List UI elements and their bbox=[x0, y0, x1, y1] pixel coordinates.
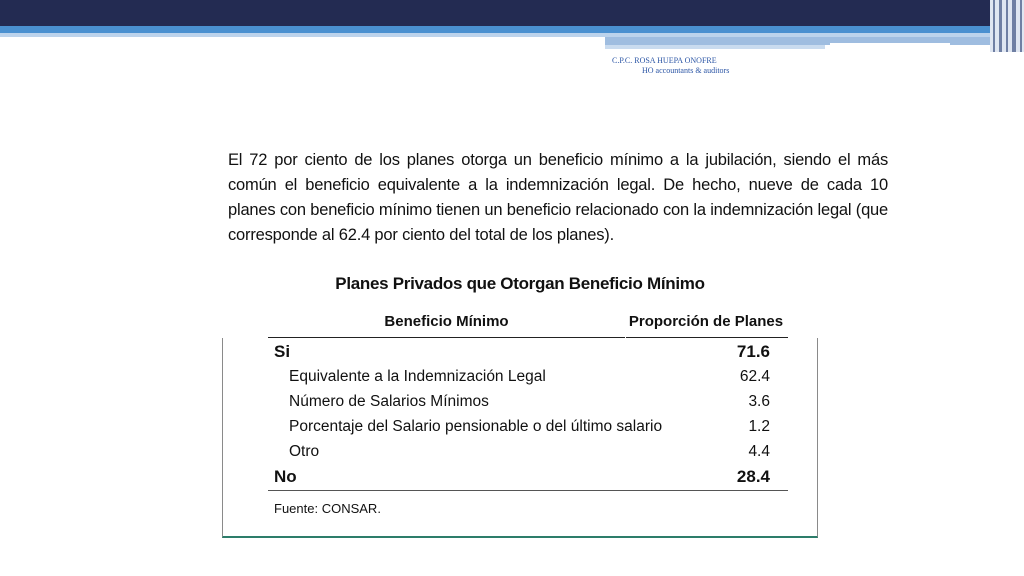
table-source: Fuente: CONSAR. bbox=[274, 501, 381, 516]
author-name: C.P.C. ROSA HUEPA ONOFRE bbox=[612, 56, 717, 65]
table-row bbox=[274, 368, 784, 393]
table-row-no bbox=[274, 467, 784, 492]
table-bottom-rule bbox=[268, 490, 788, 491]
row-value: 62.4 bbox=[739, 368, 770, 385]
row-label: Porcentaje del Salario pensionable o del último salario bbox=[289, 418, 663, 435]
table-row bbox=[274, 393, 784, 418]
row-label: No bbox=[274, 467, 297, 486]
header-vertical-stripes bbox=[990, 0, 1024, 52]
intro-paragraph: El 72 por ciento de los planes otorga un beneficio mínimo a la jubilación, siendo el más común el beneficio equivalente a la indemnización legal. De hecho, nueve de cada 10 planes con beneficio mínimo tienen un beneficio relacionado con la indemnización legal (que corresponde al 62.4 por ciento del total de los planes). bbox=[228, 151, 888, 244]
header-band-blue bbox=[0, 26, 990, 33]
column-header-proporcion: Proporción de Planes bbox=[628, 313, 784, 330]
table-row bbox=[274, 443, 784, 468]
row-label: Otro bbox=[289, 443, 320, 460]
table-row bbox=[274, 418, 784, 443]
row-value: 71.6 bbox=[736, 342, 770, 361]
row-value: 4.4 bbox=[748, 443, 770, 460]
table-title: Planes Privados que Otorgan Beneficio Mínimo bbox=[335, 274, 705, 293]
row-label: Si bbox=[274, 342, 291, 361]
header-band-dark bbox=[0, 0, 990, 26]
table-row-si bbox=[274, 342, 784, 367]
header-band-accent-thin bbox=[605, 45, 825, 49]
row-value: 3.6 bbox=[748, 393, 770, 410]
header-band-highlight bbox=[830, 43, 950, 45]
author-credit bbox=[612, 56, 729, 76]
row-label: Equivalente a la Indemnización Legal bbox=[289, 368, 546, 385]
document-image bbox=[222, 140, 888, 538]
column-header-beneficio: Beneficio Mínimo bbox=[384, 313, 509, 330]
row-value: 1.2 bbox=[748, 418, 770, 435]
author-firm: HO accountants & auditors bbox=[642, 66, 730, 75]
row-value: 28.4 bbox=[736, 467, 770, 486]
row-label: Número de Salarios Mínimos bbox=[289, 393, 489, 410]
